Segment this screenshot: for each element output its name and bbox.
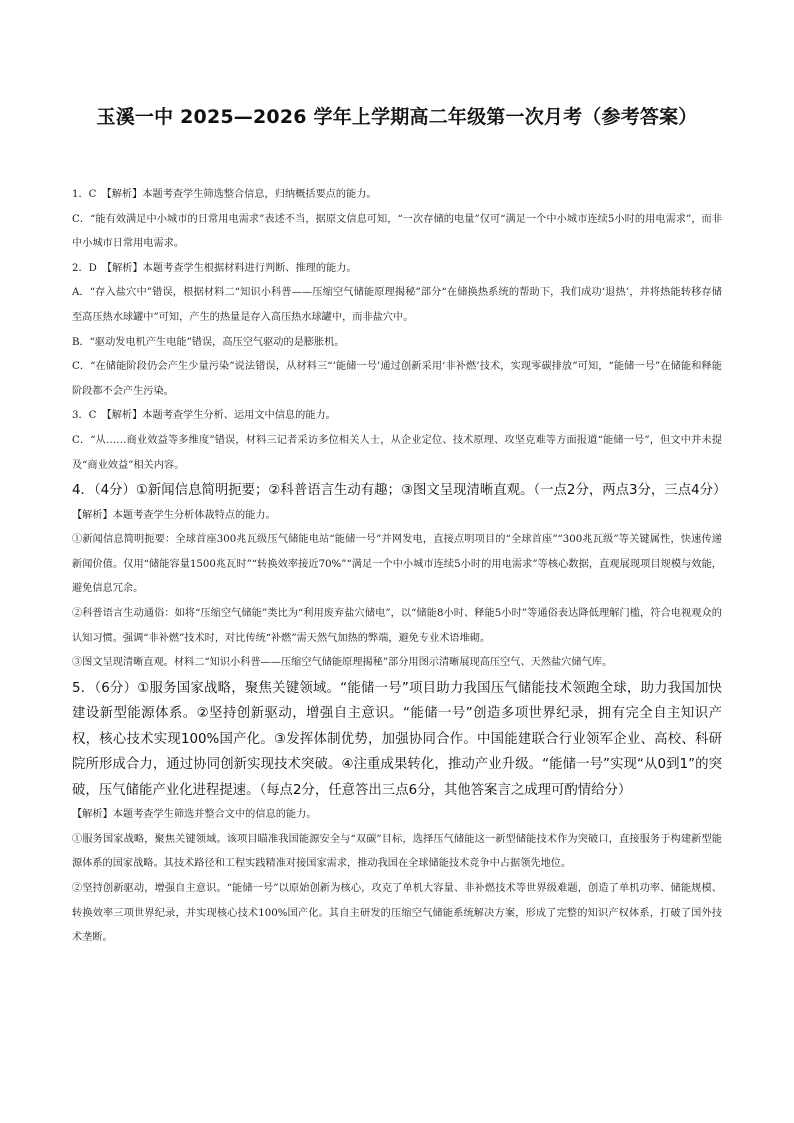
- q4-analysis-point-1: ①新闻信息简明扼要：全球首座300兆瓦级压气储能电站“能储一号”并网发电，直接点明项目的“全球首座”“300兆瓦级”等关键属性，快速传递新闻价值。仅用“储能容量1500兆瓦时”“转换效率接近70%”“满足一个中小城市连续5小时的用电需求”等核心数据，直观展现项目规模与效能，避免信息冗余。: [72, 534, 722, 595]
- q4-analysis-point-2: ②科普语言生动通俗：如将“压缩空气储能”类比为“利用废弃盐穴储电”，以“储能8小时、释能5小时”等通俗表达降低理解门槛，符合电视观众的认知习惯。强调“非补燃”技术时，对比传统“补燃”需天然气加热的弊端，避免专业术语堆砌。: [72, 608, 722, 644]
- q2-option-c-explanation: C．“在储能阶段仍会产生少量污染”说法错误，从材料三“‘能储一号’通过创新采用‘非补燃’技术，实现零碳排放”可知，“能储一号”在储能和释能阶段都不会产生污染。: [72, 361, 722, 397]
- q5-answer: 5．（6分）①服务国家战略，聚焦关键领域。“能储一号”项目助力我国压气储能技术领跑全球，助力我国加快建设新型能源体系。②坚持创新驱动，增强自主意识。“能储一号”创造多项世界纪录，拥有完全自主知识产权，核心技术实现100%国产化。③发挥体制优势，加强协同合作。中国能建联合行业领军企业、高校、科研院所形成合力，通过协同创新实现技术突破。④注重成果转化，推动产业升级。“能储一号”实现“从0到1”的突破，压气储能产业化进程提速。（每点2分，任意答出三点6分，其他答案言之成理可酌情给分）: [72, 680, 722, 798]
- page-title: 玉溪一中 2025—2026 学年上学期高二年级第一次月考（参考答案）: [96, 106, 698, 128]
- q1-explanation: C．“能有效满足中小城市的日常用电需求”表述不当，据原文信息可知，“一次存储的电量”仅可“满足一个中小城市连续5小时的用电需求”，而非中小城市日常用电需求。: [72, 213, 722, 250]
- q5-analysis-point-2: ②坚持创新驱动，增强自主意识。“能储一号”以原始创新为核心，攻克了单机大容量、非补燃技术等世界级难题，创造了单机功率、储能规模、转换效率三项世界纪录，并实现核心技术100%国产化。其自主研发的压缩空气储能系统解决方案，形成了完整的知识产权体系，打破了国外技术垄断。: [72, 883, 722, 944]
- q5-analysis-point-1: ①服务国家战略，聚焦关键领域。该项目瞄准我国能源安全与“双碳”目标，选择压气储能这一新型储能技术作为突破口，直接服务于构建新型能源体系的国家战略。其技术路径和工程实践精准对接国家需求，推动我国在全球储能技术竞争中占据领先地位。: [72, 833, 722, 870]
- q2-answer-line: 2．D 【解析】本题考查学生根据材料进行判断、推理的能力。: [72, 262, 357, 274]
- q5-analysis-heading: 【解析】本题考查学生筛选并整合文中的信息的能力。: [72, 809, 317, 821]
- answer-body: [72, 183, 727, 951]
- q3-explanation: C．“从……商业效益等多维度”错误，材料三记者采访多位相关人士，从企业定位、技术原理、攻坚克难等方面报道“能储一号”，但文中并未提及“商业效益”相关内容。: [72, 434, 722, 471]
- q3-answer-line: 3．C 【解析】本题考查学生分析、运用文中信息的能力。: [72, 410, 336, 422]
- q1-answer-line: 1．C 【解析】本题考查学生筛选整合信息，归纳概括要点的能力。: [72, 189, 377, 200]
- q4-analysis-point-3: ③图文呈现清晰直观。材料二“知识小科普——压缩空气储能原理揭秘”部分用图示清晰展现高压空气、天然盐穴储气库。: [72, 657, 613, 669]
- q2-option-b-explanation: B．“驱动发电机产生电能”错误，高压空气驱动的是膨胀机。: [72, 336, 345, 348]
- q4-analysis-heading: 【解析】本题考查学生分析体裁特点的能力。: [72, 509, 276, 521]
- q2-option-a-explanation: A．“存入盐穴中”错误，根据材料二“知识小科普——压缩空气储能原理揭秘”部分“在储换热系统的帮助下，我们成功‘退热’，并将热能转移存储至高压热水球罐中”可知，产生的热量是存入高压热水球罐中，而非盐穴中。: [72, 287, 722, 323]
- q4-answer: 4．（4分）①新闻信息简明扼要；②科普语言生动有趣；③图文呈现清晰直观。（一点2分，两点3分，三点4分）: [72, 483, 727, 499]
